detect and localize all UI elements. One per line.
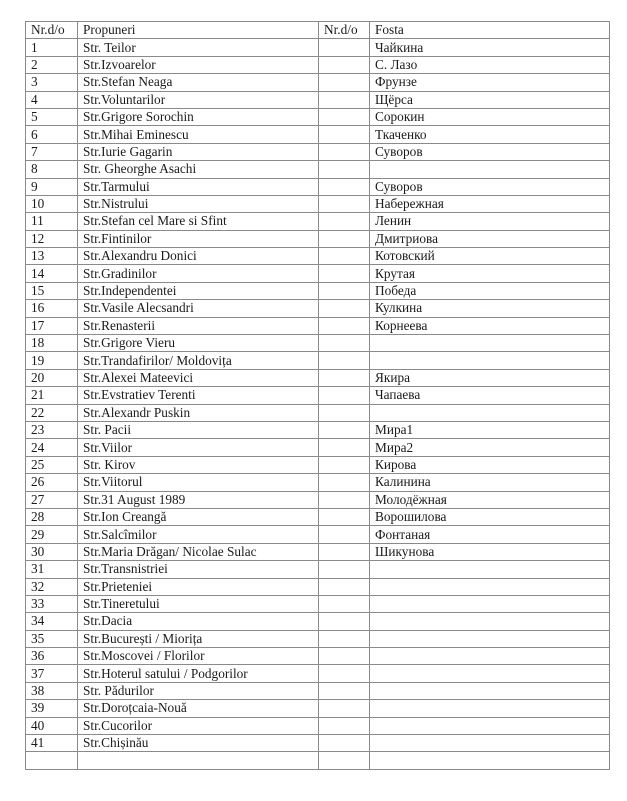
cell-fosta: Фрунзе (370, 74, 610, 91)
cell-propuneri: Str.Gradinilor (78, 265, 319, 282)
cell-nr: 5 (26, 108, 78, 125)
table-row (26, 526, 610, 543)
cell-fosta (370, 717, 610, 734)
cell-nr-2 (319, 387, 370, 404)
cell-nr-2 (319, 126, 370, 143)
table-row (26, 404, 610, 421)
table-row (26, 39, 610, 56)
cell-nr-2 (319, 735, 370, 752)
cell-nr-2 (319, 474, 370, 491)
table-row (26, 317, 610, 334)
cell-fosta (370, 161, 610, 178)
cell-fosta (370, 613, 610, 630)
cell-fosta: Сорокин (370, 108, 610, 125)
table-row (26, 474, 610, 491)
cell-nr: 4 (26, 91, 78, 108)
cell-nr: 24 (26, 439, 78, 456)
cell-nr-2 (319, 578, 370, 595)
cell-nr: 37 (26, 665, 78, 682)
cell-fosta: Молодёжная (370, 491, 610, 508)
cell-nr-2 (319, 230, 370, 247)
cell-nr: 41 (26, 735, 78, 752)
cell-propuneri: Str.Tineretului (78, 595, 319, 612)
cell-propuneri: Str.Maria Drăgan/ Nicolae Sulac (78, 543, 319, 560)
cell-propuneri: Str. Kirov (78, 456, 319, 473)
table-row (26, 491, 610, 508)
cell-nr: 26 (26, 474, 78, 491)
cell-fosta: Чайкина (370, 39, 610, 56)
cell-nr-2 (319, 630, 370, 647)
cell-fosta (370, 595, 610, 612)
cell-propuneri: Str.Grigore Sorochin (78, 108, 319, 125)
cell-nr: 35 (26, 630, 78, 647)
table-row (26, 421, 610, 438)
cell-nr: 16 (26, 300, 78, 317)
table-row (26, 735, 610, 752)
cell-propuneri: Str. Gheorghe Asachi (78, 161, 319, 178)
cell-nr-2 (319, 265, 370, 282)
table-header-row (26, 22, 610, 39)
table-row (26, 630, 610, 647)
cell-fosta (370, 352, 610, 369)
table-row (26, 508, 610, 525)
cell-propuneri: Str.Evstratiev Terenti (78, 387, 319, 404)
header-nr-2: Nr.d/o (319, 22, 370, 39)
cell-nr-2 (319, 248, 370, 265)
cell-fosta (370, 752, 610, 769)
table-row (26, 265, 610, 282)
cell-nr: 19 (26, 352, 78, 369)
cell-nr: 2 (26, 56, 78, 73)
cell-nr: 27 (26, 491, 78, 508)
table-row (26, 369, 610, 386)
table-body (26, 39, 610, 769)
cell-propuneri: Str.Fintinilor (78, 230, 319, 247)
cell-nr-2 (319, 213, 370, 230)
cell-propuneri: Str.Trandafirilor/ Moldovița (78, 352, 319, 369)
cell-propuneri: Str. Teilor (78, 39, 319, 56)
cell-propuneri: Str.Transnistriei (78, 561, 319, 578)
cell-nr-2 (319, 665, 370, 682)
cell-fosta: Ворошилова (370, 508, 610, 525)
table-row (26, 282, 610, 299)
cell-nr-2 (319, 404, 370, 421)
cell-propuneri: Str.Doroțcaia-Nouă (78, 700, 319, 717)
table-row (26, 613, 610, 630)
table-row (26, 717, 610, 734)
table-row (26, 648, 610, 665)
cell-propuneri: Str.Renasterii (78, 317, 319, 334)
cell-nr: 18 (26, 335, 78, 352)
cell-propuneri: Str.Independentei (78, 282, 319, 299)
cell-propuneri: Str.Alexandru Donici (78, 248, 319, 265)
cell-fosta: Фонтаная (370, 526, 610, 543)
cell-nr: 12 (26, 230, 78, 247)
cell-nr: 29 (26, 526, 78, 543)
cell-nr-2 (319, 56, 370, 73)
cell-nr: 20 (26, 369, 78, 386)
cell-propuneri: Str.Stefan Neaga (78, 74, 319, 91)
cell-nr: 39 (26, 700, 78, 717)
cell-nr-2 (319, 491, 370, 508)
table-row (26, 161, 610, 178)
cell-fosta: Победа (370, 282, 610, 299)
cell-fosta: Ленин (370, 213, 610, 230)
cell-propuneri: Str.Chișinău (78, 735, 319, 752)
cell-fosta: Крутая (370, 265, 610, 282)
cell-propuneri: Str.Stefan cel Mare si Sfint (78, 213, 319, 230)
cell-fosta: Чапаева (370, 387, 610, 404)
cell-nr: 15 (26, 282, 78, 299)
cell-nr-2 (319, 508, 370, 525)
table-row (26, 91, 610, 108)
table-row (26, 195, 610, 212)
cell-propuneri: Str.31 August 1989 (78, 491, 319, 508)
cell-nr: 34 (26, 613, 78, 630)
table-row (26, 213, 610, 230)
cell-fosta (370, 682, 610, 699)
cell-fosta: С. Лазо (370, 56, 610, 73)
cell-nr: 21 (26, 387, 78, 404)
cell-nr-2 (319, 682, 370, 699)
cell-fosta (370, 335, 610, 352)
cell-nr-2 (319, 421, 370, 438)
cell-fosta (370, 630, 610, 647)
cell-fosta (370, 648, 610, 665)
cell-nr-2 (319, 108, 370, 125)
cell-fosta: Калинина (370, 474, 610, 491)
cell-nr-2 (319, 74, 370, 91)
table-row (26, 456, 610, 473)
cell-fosta: Кирова (370, 456, 610, 473)
cell-fosta: Шикунова (370, 543, 610, 560)
table-row (26, 665, 610, 682)
cell-nr: 22 (26, 404, 78, 421)
table-row (26, 143, 610, 160)
cell-fosta (370, 578, 610, 595)
cell-fosta (370, 665, 610, 682)
cell-nr: 30 (26, 543, 78, 560)
cell-nr: 13 (26, 248, 78, 265)
cell-fosta: Мира2 (370, 439, 610, 456)
cell-propuneri: Str.Alexandr Puskin (78, 404, 319, 421)
table-row (26, 56, 610, 73)
cell-nr: 38 (26, 682, 78, 699)
cell-nr: 36 (26, 648, 78, 665)
cell-nr-2 (319, 648, 370, 665)
cell-nr: 17 (26, 317, 78, 334)
cell-propuneri: Str. Pacii (78, 421, 319, 438)
table-row (26, 561, 610, 578)
cell-nr-2 (319, 561, 370, 578)
table-row (26, 178, 610, 195)
cell-nr-2 (319, 300, 370, 317)
cell-nr-2 (319, 91, 370, 108)
header-nr: Nr.d/o (26, 22, 78, 39)
cell-nr-2 (319, 282, 370, 299)
cell-propuneri: Str.Mihai Eminescu (78, 126, 319, 143)
table-row (26, 682, 610, 699)
cell-nr-2 (319, 178, 370, 195)
cell-nr-2 (319, 439, 370, 456)
table-row (26, 230, 610, 247)
table-row (26, 543, 610, 560)
table-row (26, 595, 610, 612)
cell-nr: 3 (26, 74, 78, 91)
cell-nr-2 (319, 335, 370, 352)
cell-nr-2 (319, 613, 370, 630)
cell-propuneri (78, 752, 319, 769)
cell-propuneri: Str.Dacia (78, 613, 319, 630)
table-row (26, 335, 610, 352)
cell-propuneri: Str.Iurie Gagarin (78, 143, 319, 160)
cell-propuneri: Str.Ion Creangă (78, 508, 319, 525)
cell-nr-2 (319, 700, 370, 717)
cell-propuneri: Str.Moscovei / Florilor (78, 648, 319, 665)
cell-fosta: Корнеева (370, 317, 610, 334)
table-row (26, 300, 610, 317)
cell-propuneri: Str.Vasile Alecsandri (78, 300, 319, 317)
cell-nr: 11 (26, 213, 78, 230)
cell-nr-2 (319, 195, 370, 212)
cell-propuneri: Str.Tarmului (78, 178, 319, 195)
table-row (26, 752, 610, 769)
table-row (26, 352, 610, 369)
cell-propuneri: Str. Pădurilor (78, 682, 319, 699)
cell-nr: 40 (26, 717, 78, 734)
cell-nr: 1 (26, 39, 78, 56)
cell-nr: 6 (26, 126, 78, 143)
cell-nr: 33 (26, 595, 78, 612)
cell-nr-2 (319, 161, 370, 178)
cell-nr-2 (319, 456, 370, 473)
cell-nr-2 (319, 543, 370, 560)
table-row (26, 74, 610, 91)
cell-propuneri: Str.Alexei Mateevici (78, 369, 319, 386)
table-row (26, 439, 610, 456)
cell-fosta (370, 561, 610, 578)
cell-nr-2 (319, 526, 370, 543)
cell-fosta: Суворов (370, 143, 610, 160)
header-propuneri: Propuneri (78, 22, 319, 39)
table-row (26, 108, 610, 125)
street-rename-table (25, 21, 610, 770)
cell-nr-2 (319, 352, 370, 369)
cell-nr: 9 (26, 178, 78, 195)
cell-nr-2 (319, 595, 370, 612)
cell-propuneri: Str.Prieteniei (78, 578, 319, 595)
cell-fosta: Якира (370, 369, 610, 386)
cell-propuneri: Str.Izvoarelor (78, 56, 319, 73)
cell-fosta: Набережная (370, 195, 610, 212)
cell-fosta: Ткаченко (370, 126, 610, 143)
cell-fosta (370, 700, 610, 717)
cell-fosta (370, 404, 610, 421)
table-row (26, 700, 610, 717)
cell-propuneri: Str.Salcîmilor (78, 526, 319, 543)
cell-propuneri: Str.Voluntarilor (78, 91, 319, 108)
cell-nr: 10 (26, 195, 78, 212)
cell-propuneri: Str.Viitorul (78, 474, 319, 491)
cell-fosta: Мира1 (370, 421, 610, 438)
cell-nr: 25 (26, 456, 78, 473)
cell-propuneri: Str.Hoterul satului / Podgorilor (78, 665, 319, 682)
cell-fosta: Щёрса (370, 91, 610, 108)
table-row (26, 126, 610, 143)
cell-nr: 14 (26, 265, 78, 282)
cell-nr-2 (319, 717, 370, 734)
table-row (26, 578, 610, 595)
table-row (26, 248, 610, 265)
header-fosta: Fosta (370, 22, 610, 39)
cell-nr-2 (319, 143, 370, 160)
cell-nr: 23 (26, 421, 78, 438)
cell-nr: 31 (26, 561, 78, 578)
table-row (26, 387, 610, 404)
cell-fosta: Котовский (370, 248, 610, 265)
cell-propuneri: Str.Grigore Vieru (78, 335, 319, 352)
cell-nr: 28 (26, 508, 78, 525)
cell-nr: 32 (26, 578, 78, 595)
cell-nr-2 (319, 317, 370, 334)
cell-propuneri: Str.Cucorilor (78, 717, 319, 734)
cell-nr: 8 (26, 161, 78, 178)
cell-fosta: Суворов (370, 178, 610, 195)
cell-nr-2 (319, 752, 370, 769)
cell-nr: 7 (26, 143, 78, 160)
cell-nr (26, 752, 78, 769)
cell-fosta (370, 735, 610, 752)
cell-propuneri: Str.București / Miorița (78, 630, 319, 647)
cell-propuneri: Str.Nistrului (78, 195, 319, 212)
cell-fosta: Кулкина (370, 300, 610, 317)
cell-propuneri: Str.Viilor (78, 439, 319, 456)
cell-nr-2 (319, 39, 370, 56)
cell-nr-2 (319, 369, 370, 386)
cell-fosta: Дмитриова (370, 230, 610, 247)
